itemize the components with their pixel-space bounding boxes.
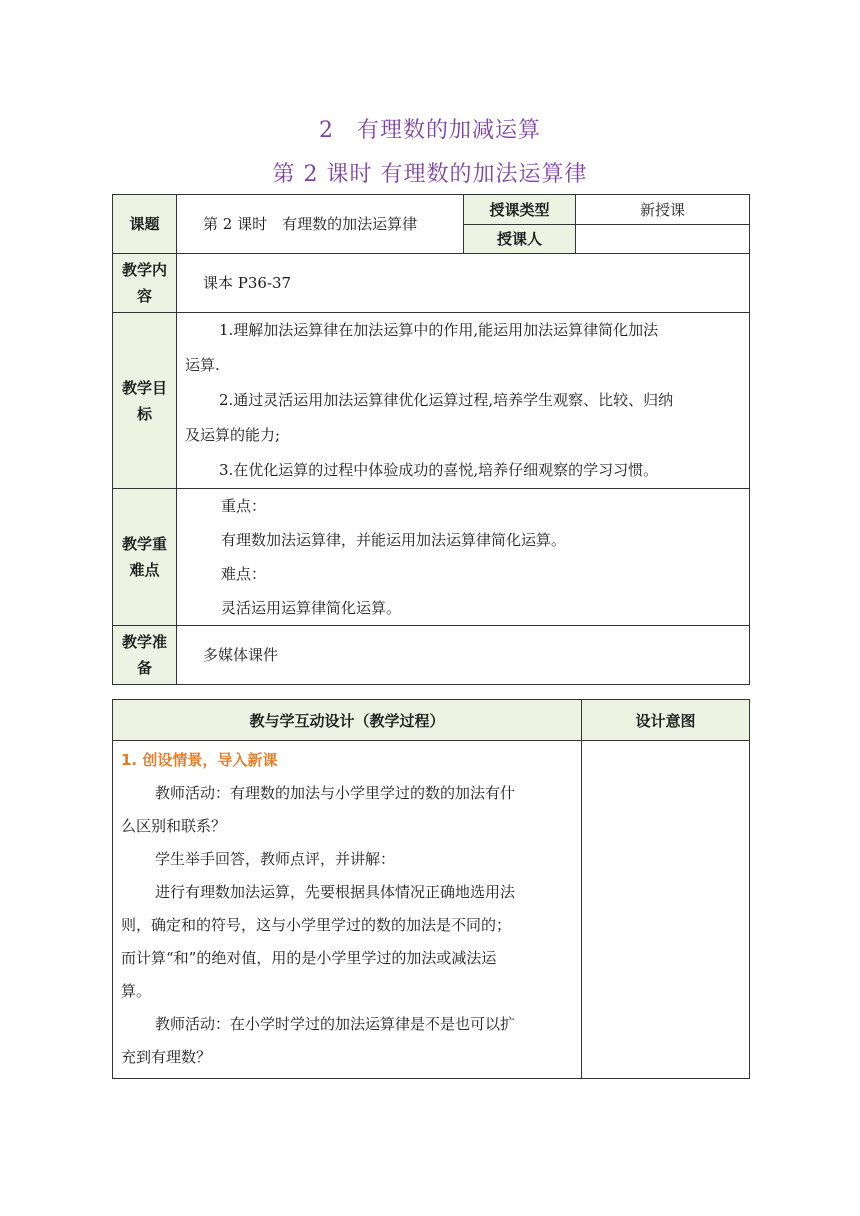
process-line: 而计算“和”的绝对值，用的是小学里学过的加法或减法运 <box>121 949 497 967</box>
lesson-type-label: 授课类型 <box>464 195 576 225</box>
keypoint-line: 灵活运用运算律简化运算。 <box>221 599 402 617</box>
design-intent-header: 设计意图 <box>582 700 750 741</box>
process-content <box>113 741 582 1079</box>
teacher-value <box>576 225 750 254</box>
goal-line: 2.通过灵活运用加法运算律优化运算过程,培养学生观察、比较、归纳 <box>219 391 674 409</box>
lesson-subtitle: 第 2 课时 有理数的加法运算律 <box>272 162 588 187</box>
topic-label: 课题 <box>113 195 177 254</box>
goal-line: 运算. <box>185 356 220 374</box>
process-line: 教师活动：在小学时学过的加法运算律是不是也可以扩 <box>155 1015 516 1033</box>
document-title: 2 有理数的加减运算 <box>319 118 541 143</box>
topic-value: 第 2 课时 有理数的加法运算律 <box>177 195 464 254</box>
content-label: 教学内容 <box>113 254 177 313</box>
goals-cell <box>177 313 750 489</box>
process-line: 充到有理数？ <box>121 1048 212 1066</box>
process-line: 进行有理数加法运算，先要根据具体情况正确地选用法 <box>155 883 516 901</box>
content-value: 课本 P36-37 <box>177 254 750 313</box>
keypoint-line: 难点： <box>221 565 267 583</box>
process-line: 学生举手回答，教师点评，并讲解： <box>155 850 396 868</box>
design-intent-cell <box>582 741 750 1079</box>
goal-line: 1.理解加法运算律在加法运算中的作用,能运用加法运算律简化加法 <box>219 321 659 339</box>
goal-line: 3.在优化运算的过程中体验成功的喜悦,培养仔细观察的学习习惯。 <box>219 461 659 479</box>
process-line: 算。 <box>121 982 152 1000</box>
teaching-process-table <box>112 699 750 1079</box>
prep-value: 多媒体课件 <box>177 626 750 685</box>
teacher-label: 授课人 <box>464 225 576 254</box>
process-line: 么区别和联系？ <box>121 817 227 835</box>
prep-label: 教学准备 <box>113 626 177 685</box>
goal-line: 及运算的能力; <box>185 426 281 444</box>
process-line: 则，确定和的符号，这与小学里学过的数的加法是不同的； <box>121 916 512 934</box>
keypoint-line: 有理数加法运算律，并能运用加法运算律简化运算。 <box>221 531 567 549</box>
keypoint-line: 重点： <box>221 497 267 515</box>
keypoints-cell <box>177 489 750 626</box>
process-header: 教与学互动设计（教学过程） <box>113 700 582 741</box>
process-line: 教师活动：有理数的加法与小学里学过的数的加法有什 <box>155 784 516 802</box>
lesson-type-value: 新授课 <box>576 195 750 225</box>
goals-label: 教学目标 <box>113 313 177 489</box>
lesson-info-table <box>112 194 750 685</box>
section-title: 1. 创设情景，导入新课 <box>121 751 278 769</box>
keypoints-label: 教学重难点 <box>113 489 177 626</box>
